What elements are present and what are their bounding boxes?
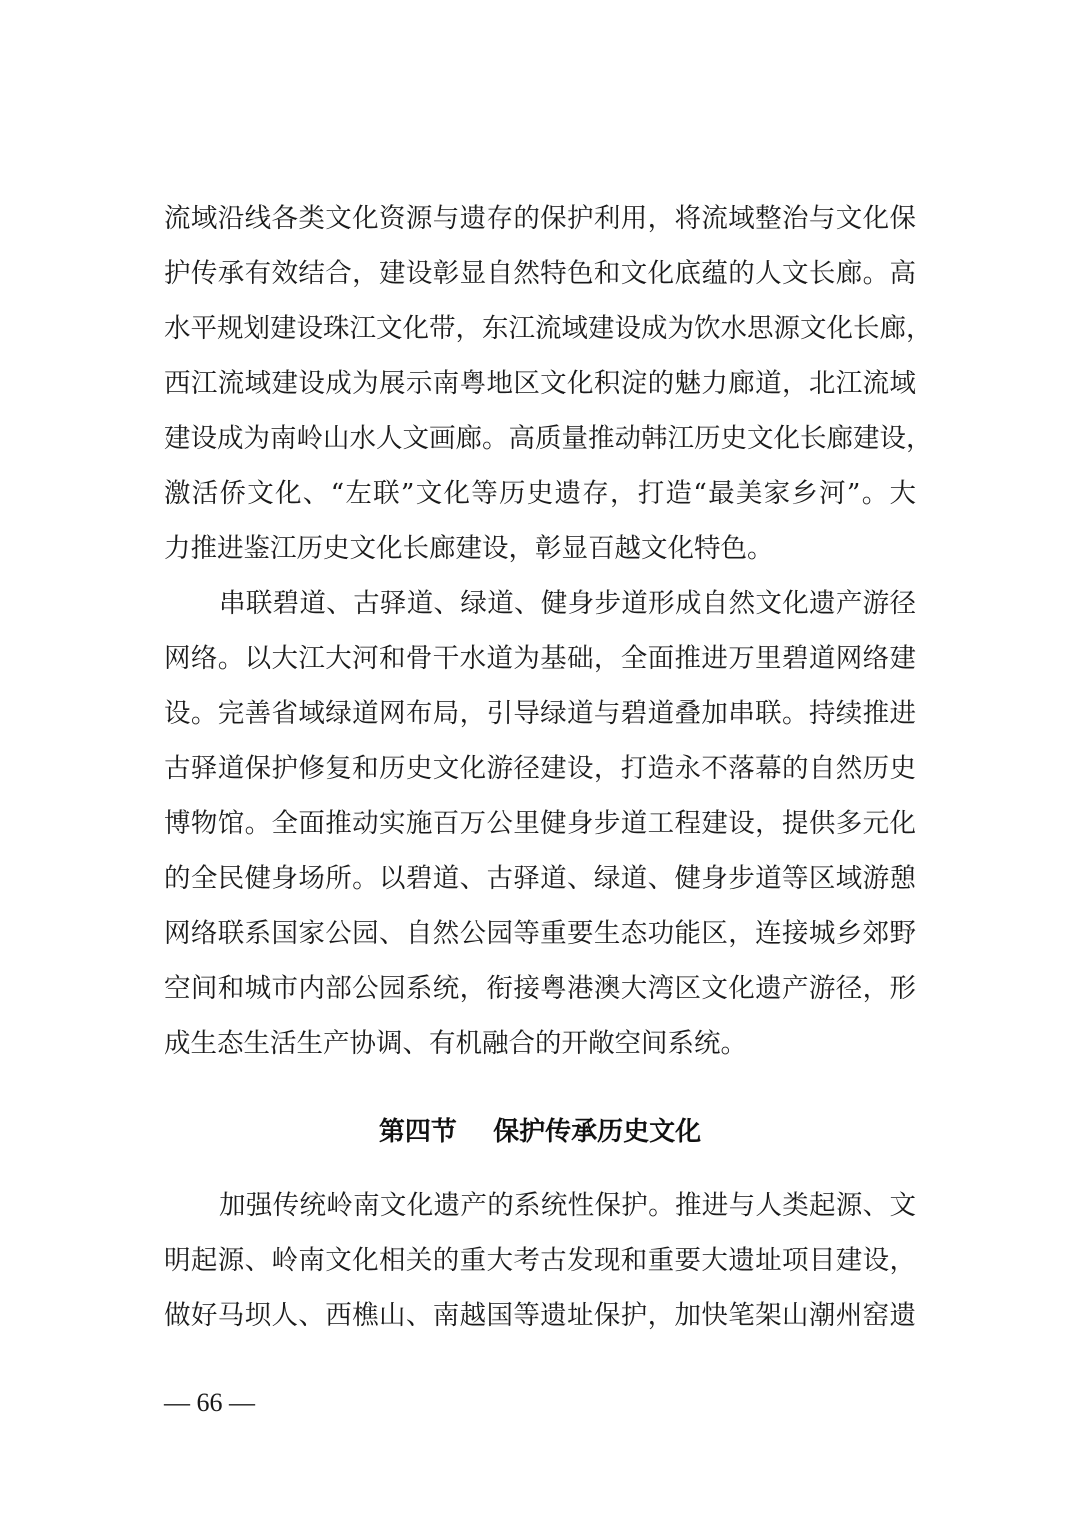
paragraph-line: 成生态生活生产协调、有机融合的开敞空间系统。 bbox=[164, 1028, 747, 1059]
paragraph-line: 护传承有效结合，建设彰显自然特色和文化底蕴的人文长廊。高 bbox=[164, 258, 916, 289]
paragraph-line: 做好马坝人、西樵山、南越国等遗址保护，加快笔架山潮州窑遗 bbox=[164, 1300, 916, 1331]
paragraph-line: 加强传统岭南文化遗产的系统性保护。推进与人类起源、文 bbox=[219, 1190, 916, 1221]
paragraph-line: 力推进鉴江历史文化长廊建设，彰显百越文化特色。 bbox=[164, 533, 774, 564]
page-number: — 66 — bbox=[164, 1388, 255, 1417]
paragraph-line: 水平规划建设珠江文化带，东江流域建设成为饮水思源文化长廊， bbox=[164, 313, 933, 344]
paragraph-line: 串联碧道、古驿道、绿道、健身步道形成自然文化遗产游径 bbox=[219, 588, 916, 619]
paragraph-line: 西江流域建设成为展示南粤地区文化积淀的魅力廊道，北江流域 bbox=[164, 368, 916, 399]
paragraph-line: 的全民健身场所。以碧道、古驿道、绿道、健身步道等区域游憩 bbox=[164, 863, 916, 894]
paragraph-line: 博物馆。全面推动实施百万公里健身步道工程建设，提供多元化 bbox=[164, 808, 916, 839]
paragraph-line: 空间和城市内部公园系统，衔接粤港澳大湾区文化遗产游径，形 bbox=[164, 973, 916, 1004]
paragraph-line: 网络。以大江大河和骨干水道为基础，全面推进万里碧道网络建 bbox=[164, 643, 916, 674]
paragraph-line: 激活侨文化、“左联”文化等历史遗存，打造“最美家乡河”。大 bbox=[164, 478, 916, 509]
paragraph-line: 古驿道保护修复和历史文化游径建设，打造永不落幕的自然历史 bbox=[164, 753, 916, 784]
paragraph-line: 明起源、岭南文化相关的重大考古发现和重要大遗址项目建设， bbox=[164, 1245, 916, 1276]
section-heading: 第四节 保护传承历史文化 bbox=[378, 1117, 702, 1147]
paragraph-line: 流域沿线各类文化资源与遗存的保护利用，将流域整治与文化保 bbox=[164, 203, 916, 234]
paragraph-line: 设。完善省域绿道网布局，引导绿道与碧道叠加串联。持续推进 bbox=[164, 698, 916, 729]
paragraph-line: 建设成为南岭山水人文画廊。高质量推动韩江历史文化长廊建设， bbox=[164, 423, 933, 454]
paragraph-line: 网络联系国家公园、自然公园等重要生态功能区，连接城乡郊野 bbox=[164, 918, 916, 949]
